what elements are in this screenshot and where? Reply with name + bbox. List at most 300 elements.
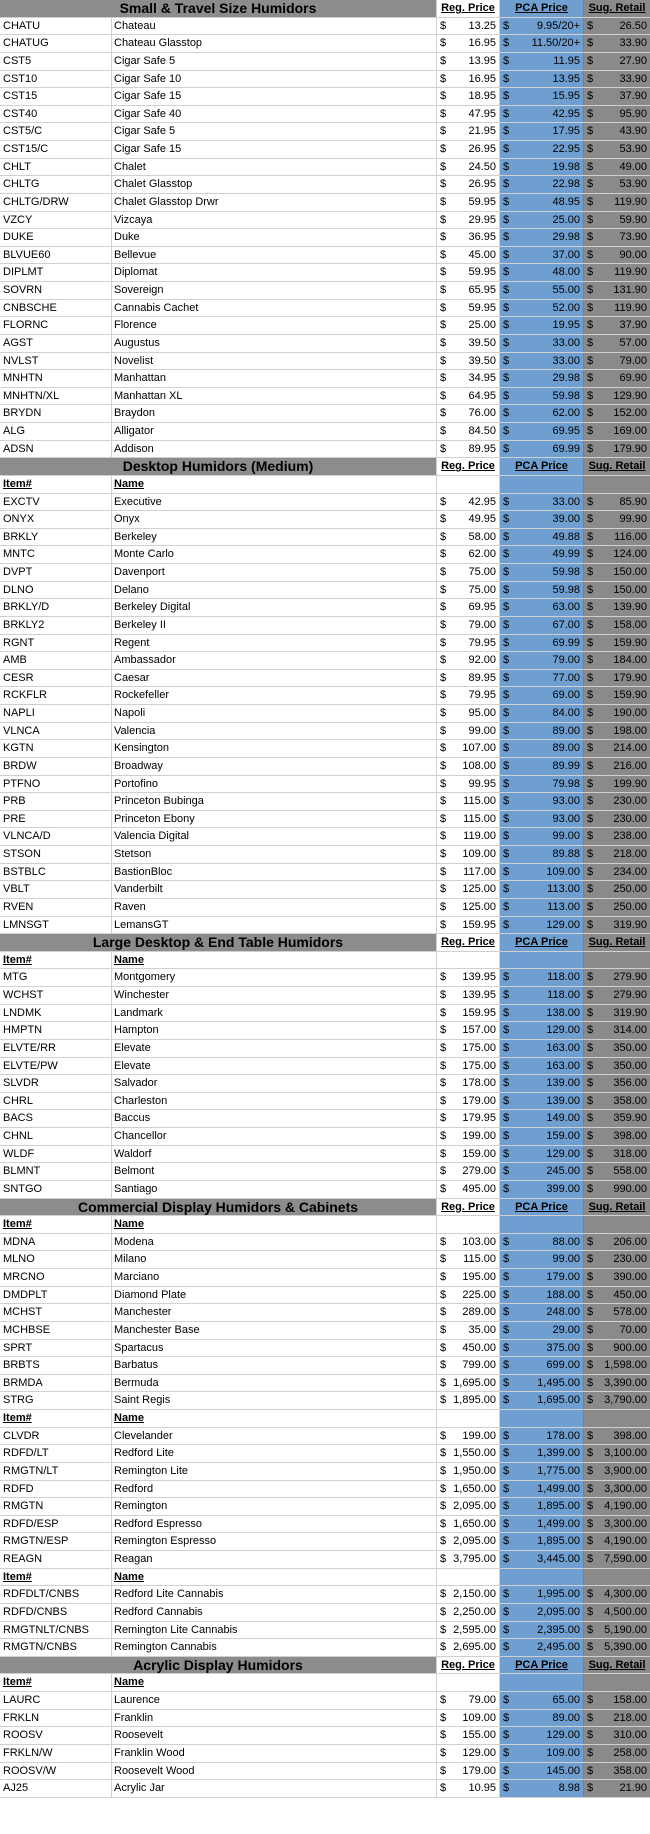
sug-retail-value: 37.90	[619, 90, 647, 103]
product-name: Chalet Glasstop Drwr	[112, 194, 437, 211]
currency-symbol: $	[503, 301, 510, 314]
pca-price	[500, 1146, 584, 1163]
currency-symbol: $	[440, 566, 447, 578]
currency-symbol: $	[587, 336, 594, 349]
reg-price	[437, 1710, 500, 1727]
table-row	[0, 1287, 650, 1305]
reg-price-value: 179.00	[462, 1094, 496, 1107]
reg-price	[437, 229, 500, 246]
pca-price-value: 149.00	[546, 1112, 580, 1125]
currency-symbol: $	[503, 1605, 510, 1618]
reg-price-value: 59.95	[468, 266, 496, 279]
table-row	[0, 1040, 650, 1058]
currency-symbol: $	[503, 971, 510, 984]
product-name: Redford	[112, 1481, 437, 1498]
pca-price	[500, 1533, 584, 1550]
item-code: FRKLN/W	[0, 1745, 112, 1762]
product-name: Cigar Safe 5	[112, 53, 437, 70]
currency-symbol: $	[503, 1694, 510, 1706]
reg-price-value: 1,650.00	[453, 1482, 496, 1495]
reg-price	[437, 494, 500, 511]
reg-price-value: 119.00	[463, 830, 496, 843]
sug-retail-value: 33.90	[619, 37, 647, 50]
reg-price	[437, 1551, 500, 1568]
currency-symbol: $	[587, 178, 594, 191]
sug-retail-value: 214.00	[613, 742, 647, 755]
table-row	[0, 1075, 650, 1093]
reg-price-value: 89.95	[468, 671, 496, 684]
product-name: Napoli	[112, 705, 437, 722]
currency-symbol: $	[440, 1711, 447, 1724]
pca-price	[500, 705, 584, 722]
reg-price	[437, 370, 500, 387]
sug-retail	[584, 582, 650, 599]
reg-price-value: 42.95	[468, 495, 496, 508]
sug-retail-value: 218.00	[613, 1711, 647, 1724]
item-code: BLMNT	[0, 1163, 112, 1180]
sug-retail-value: 190.00	[613, 707, 647, 719]
table-row	[0, 53, 650, 71]
product-name: Bermuda	[112, 1375, 437, 1392]
currency-symbol: $	[440, 266, 447, 279]
table-row	[0, 71, 650, 89]
pca-price-value: 1,499.00	[537, 1482, 580, 1495]
reg-price-value: 175.00	[462, 1041, 496, 1054]
currency-symbol: $	[503, 319, 510, 332]
currency-symbol: $	[440, 90, 447, 103]
sug-retail	[584, 441, 650, 458]
item-code: STSON	[0, 846, 112, 863]
pca-price	[500, 776, 584, 793]
pca-price-value: 59.98	[552, 389, 580, 402]
item-code: ONYX	[0, 511, 112, 528]
sug-retail	[584, 1745, 650, 1762]
table-row	[0, 705, 650, 723]
pca-price-value: 9.95/20+	[536, 19, 580, 32]
name-column-header: Name	[112, 476, 437, 493]
item-code: BRKLY/D	[0, 599, 112, 616]
pca-price	[500, 1304, 584, 1321]
currency-symbol: $	[440, 1359, 447, 1372]
table-row	[0, 846, 650, 864]
sug-retail	[584, 1287, 650, 1304]
reg-price	[437, 1322, 500, 1339]
reg-price	[437, 1516, 500, 1533]
sug-retail	[584, 1322, 650, 1339]
pca-price-value: 13.95	[552, 72, 580, 85]
table-row	[0, 405, 650, 423]
pca-price	[500, 18, 584, 35]
currency-symbol: $	[587, 1605, 594, 1618]
item-column-header: Item#	[0, 1216, 112, 1233]
sug-retail	[584, 1692, 650, 1709]
item-code: KGTN	[0, 740, 112, 757]
currency-symbol: $	[503, 37, 510, 50]
reg-price-value: 109.00	[462, 1711, 496, 1724]
currency-symbol: $	[440, 389, 447, 402]
reg-price-value: 115.00	[463, 812, 496, 825]
sug-retail-value: 3,390.00	[604, 1376, 647, 1389]
sug-retail-value: 250.00	[613, 900, 647, 913]
pca-price-value: 2,495.00	[537, 1641, 580, 1654]
reg-price	[437, 1146, 500, 1163]
currency-symbol: $	[503, 266, 510, 279]
sug-retail-value: 238.00	[613, 830, 647, 843]
pca-price	[500, 300, 584, 317]
reg-price	[437, 635, 500, 652]
currency-symbol: $	[440, 883, 447, 896]
currency-symbol: $	[587, 918, 594, 931]
table-row	[0, 1604, 650, 1622]
currency-symbol: $	[440, 1006, 447, 1019]
reg-price-value: 2,250.00	[453, 1605, 496, 1618]
table-row	[0, 264, 650, 282]
reg-price	[437, 811, 500, 828]
item-code: BRDW	[0, 758, 112, 775]
table-row	[0, 687, 650, 705]
product-name: Franklin	[112, 1710, 437, 1727]
currency-symbol: $	[587, 143, 594, 155]
currency-symbol: $	[440, 1271, 447, 1283]
table-row	[0, 1445, 650, 1463]
currency-symbol: $	[503, 742, 510, 755]
table-row	[0, 194, 650, 212]
reg-price	[437, 670, 500, 687]
currency-symbol: $	[587, 1288, 594, 1301]
reg-price	[437, 1058, 500, 1075]
currency-symbol: $	[440, 918, 447, 931]
currency-symbol: $	[503, 1535, 510, 1548]
sug-retail-value: 310.00	[613, 1729, 647, 1742]
product-name: Manchester	[112, 1304, 437, 1321]
sug-retail	[584, 1445, 650, 1462]
reg-price	[437, 723, 500, 740]
reg-price-value: 103.00	[462, 1235, 496, 1248]
item-code: FRKLN	[0, 1710, 112, 1727]
currency-symbol: $	[587, 72, 594, 85]
item-code: SOVRN	[0, 282, 112, 299]
currency-symbol: $	[440, 284, 447, 296]
sug-retail	[584, 1481, 650, 1498]
currency-symbol: $	[587, 301, 594, 314]
reg-price-value: 175.00	[462, 1059, 496, 1072]
reg-price	[437, 652, 500, 669]
sug-retail-value: 199.90	[613, 777, 647, 790]
currency-symbol: $	[440, 900, 447, 913]
currency-symbol: $	[587, 1782, 594, 1795]
currency-symbol: $	[440, 1165, 447, 1178]
reg-price	[437, 1075, 500, 1092]
section-title-row	[0, 1657, 650, 1675]
currency-symbol: $	[440, 759, 447, 772]
pca-price-value: 69.99	[552, 442, 580, 455]
pca-price	[500, 1005, 584, 1022]
sug-retail-value: 159.90	[613, 689, 647, 702]
currency-symbol: $	[587, 742, 594, 755]
reg-price-value: 39.50	[468, 336, 496, 349]
item-column-header: Item#	[0, 476, 112, 493]
item-code: LMNSGT	[0, 917, 112, 934]
reg-price	[437, 846, 500, 863]
reg-price	[437, 335, 500, 352]
product-name: Roosevelt Wood	[112, 1763, 437, 1780]
item-code: MNTC	[0, 546, 112, 563]
currency-symbol: $	[503, 689, 510, 702]
pca-price-value: 1,895.00	[537, 1535, 580, 1548]
sug-retail-value: 119.90	[614, 195, 647, 208]
currency-symbol: $	[587, 1112, 594, 1125]
sug-retail-value: 5,390.00	[604, 1641, 647, 1654]
column-header-row	[0, 1674, 650, 1692]
currency-symbol: $	[440, 848, 447, 860]
pca-price	[500, 917, 584, 934]
pca-price-value: 19.95	[552, 319, 580, 332]
reg-price	[437, 1463, 500, 1480]
reg-price-value: 2,150.00	[453, 1588, 496, 1601]
sug-retail-value: 1,598.00	[604, 1359, 647, 1372]
currency-symbol: $	[503, 795, 510, 808]
currency-symbol: $	[440, 1447, 447, 1460]
pca-price	[500, 441, 584, 458]
sug-retail	[584, 599, 650, 616]
reg-price-value: 29.95	[468, 213, 496, 226]
currency-symbol: $	[587, 354, 594, 367]
reg-price-blank	[437, 1569, 500, 1586]
sug-retail-value: 85.90	[619, 495, 647, 508]
sug-retail-value: 7,590.00	[604, 1553, 647, 1565]
table-row	[0, 670, 650, 688]
pca-price-value: 89.88	[552, 848, 580, 860]
currency-symbol: $	[587, 1500, 594, 1513]
pca-price	[500, 899, 584, 916]
currency-symbol: $	[440, 1235, 447, 1248]
sug-retail-value: 234.00	[613, 865, 647, 878]
currency-symbol: $	[440, 513, 447, 526]
currency-symbol: $	[587, 125, 594, 138]
table-row	[0, 1516, 650, 1534]
sug-retail	[584, 1181, 650, 1198]
pca-price	[500, 1639, 584, 1656]
reg-price	[437, 899, 500, 916]
product-name: Winchester	[112, 987, 437, 1004]
sug-retail-value: 350.00	[613, 1059, 647, 1072]
currency-symbol: $	[587, 37, 594, 50]
reg-price	[437, 529, 500, 546]
sug-retail	[584, 1340, 650, 1357]
item-code: BACS	[0, 1110, 112, 1127]
currency-symbol: $	[587, 601, 594, 614]
item-code: HMPTN	[0, 1022, 112, 1039]
pca-price-value: 65.00	[552, 1694, 580, 1706]
pca-price-value: 49.99	[552, 548, 580, 561]
pca-price-value: 129.00	[546, 1147, 580, 1160]
sug-retail	[584, 18, 650, 35]
section-title: Desktop Humidors (Medium)	[0, 458, 437, 475]
item-code: BRKLY2	[0, 617, 112, 634]
product-name: Hampton	[112, 1022, 437, 1039]
sug-retail-value: 390.00	[613, 1271, 647, 1283]
reg-price	[437, 1251, 500, 1268]
reg-price-value: 36.95	[468, 231, 496, 244]
currency-symbol: $	[503, 72, 510, 85]
table-row	[0, 317, 650, 335]
item-code: NAPLI	[0, 705, 112, 722]
sug-retail	[584, 1075, 650, 1092]
pca-price-value: 22.95	[552, 143, 580, 155]
sug-retail	[584, 1357, 650, 1374]
sug-retail	[584, 106, 650, 123]
item-column-header: Item#	[0, 1569, 112, 1586]
currency-symbol: $	[587, 160, 594, 173]
currency-symbol: $	[440, 971, 447, 984]
item-code: RMGTN	[0, 1498, 112, 1515]
sug-retail-value: 119.90	[614, 266, 647, 279]
sug-retail-value: 90.00	[619, 248, 647, 261]
pca-price	[500, 828, 584, 845]
table-row	[0, 969, 650, 987]
table-row	[0, 1375, 650, 1393]
sug-retail-value: 179.90	[613, 442, 647, 455]
item-code: CLVDR	[0, 1428, 112, 1445]
product-name: Remington Cannabis	[112, 1639, 437, 1656]
product-name: Remington Lite Cannabis	[112, 1622, 437, 1639]
currency-symbol: $	[503, 1376, 510, 1389]
item-code: EXCTV	[0, 494, 112, 511]
sug-retail-value: 179.90	[613, 671, 647, 684]
table-row	[0, 864, 650, 882]
currency-symbol: $	[503, 425, 510, 437]
table-row	[0, 247, 650, 265]
item-code: AGST	[0, 335, 112, 352]
table-row	[0, 511, 650, 529]
sug-retail-value: 319.90	[613, 918, 647, 931]
pca-price	[500, 1745, 584, 1762]
currency-symbol: $	[503, 1429, 510, 1442]
sug-retail-value: 158.00	[613, 1694, 647, 1706]
currency-symbol: $	[587, 1323, 594, 1336]
sug-retail	[584, 987, 650, 1004]
reg-price	[437, 546, 500, 563]
sug-retail-value: 558.00	[613, 1165, 647, 1178]
sug-retail	[584, 1269, 650, 1286]
name-column-header: Name	[112, 1569, 437, 1586]
sug-retail	[584, 881, 650, 898]
reg-price	[437, 388, 500, 405]
item-code: BRKLY	[0, 529, 112, 546]
currency-symbol: $	[440, 1500, 447, 1513]
sug-retail	[584, 35, 650, 52]
currency-symbol: $	[440, 583, 447, 596]
pca-price	[500, 1287, 584, 1304]
currency-symbol: $	[440, 989, 447, 1001]
pca-price-value: 37.00	[552, 248, 580, 261]
pca-price-value: 89.00	[552, 724, 580, 737]
currency-symbol: $	[440, 1605, 447, 1618]
sug-retail-value: 116.00	[614, 530, 647, 543]
table-row	[0, 811, 650, 829]
sug-retail	[584, 1392, 650, 1409]
column-header-row	[0, 476, 650, 494]
pca-price-value: 163.00	[546, 1041, 580, 1054]
pca-price	[500, 1093, 584, 1110]
reg-price-value: 59.95	[468, 301, 496, 314]
item-code: AJ25	[0, 1780, 112, 1797]
pca-price-value: 79.00	[552, 654, 580, 667]
sug-retail	[584, 282, 650, 299]
currency-symbol: $	[440, 1553, 447, 1565]
product-name: Redford Espresso	[112, 1516, 437, 1533]
currency-symbol: $	[440, 689, 447, 702]
table-row	[0, 423, 650, 441]
item-code: NVLST	[0, 353, 112, 370]
currency-symbol: $	[440, 1623, 447, 1636]
sug-retail	[584, 529, 650, 546]
pca-price-header: PCA Price	[500, 934, 584, 951]
sug-retail-value: 70.00	[619, 1323, 647, 1336]
reg-price	[437, 1428, 500, 1445]
reg-price	[437, 18, 500, 35]
reg-price-blank	[437, 1216, 500, 1233]
pca-price-value: 39.00	[552, 513, 580, 526]
product-name: Berkeley	[112, 529, 437, 546]
pca-price	[500, 335, 584, 352]
reg-price-value: 2,595.00	[453, 1623, 496, 1636]
currency-symbol: $	[440, 601, 447, 614]
currency-symbol: $	[503, 160, 510, 173]
product-name: Acrylic Jar	[112, 1780, 437, 1797]
pca-price	[500, 1780, 584, 1797]
table-row	[0, 793, 650, 811]
pca-price-blank	[500, 1216, 584, 1233]
item-code: CST40	[0, 106, 112, 123]
table-row	[0, 987, 650, 1005]
sug-retail	[584, 652, 650, 669]
table-row	[0, 617, 650, 635]
currency-symbol: $	[440, 1782, 447, 1795]
pca-price	[500, 529, 584, 546]
currency-symbol: $	[503, 1130, 510, 1142]
currency-symbol: $	[503, 759, 510, 772]
reg-price-blank	[437, 476, 500, 493]
table-row	[0, 881, 650, 899]
currency-symbol: $	[440, 1253, 447, 1266]
currency-symbol: $	[440, 1306, 447, 1319]
currency-symbol: $	[587, 1271, 594, 1283]
sug-retail	[584, 564, 650, 581]
item-code: RMGTN/CNBS	[0, 1639, 112, 1656]
item-code: BRMDA	[0, 1375, 112, 1392]
sug-retail	[584, 1622, 650, 1639]
sug-retail	[584, 511, 650, 528]
pca-price	[500, 370, 584, 387]
pca-price	[500, 670, 584, 687]
currency-symbol: $	[587, 830, 594, 843]
sug-retail-value: 359.90	[613, 1112, 647, 1125]
reg-price-value: 13.25	[468, 19, 496, 32]
table-row	[0, 229, 650, 247]
product-name: Landmark	[112, 1005, 437, 1022]
currency-symbol: $	[440, 1376, 447, 1389]
pca-price-value: 67.00	[552, 618, 580, 631]
product-name: Saint Regis	[112, 1392, 437, 1409]
pca-price-value: 2,095.00	[537, 1605, 580, 1618]
product-name: Chateau Glasstop	[112, 35, 437, 52]
product-name: Spartacus	[112, 1340, 437, 1357]
pca-price	[500, 71, 584, 88]
currency-symbol: $	[503, 1447, 510, 1460]
reg-price-value: 39.50	[468, 354, 496, 367]
table-row	[0, 1146, 650, 1164]
